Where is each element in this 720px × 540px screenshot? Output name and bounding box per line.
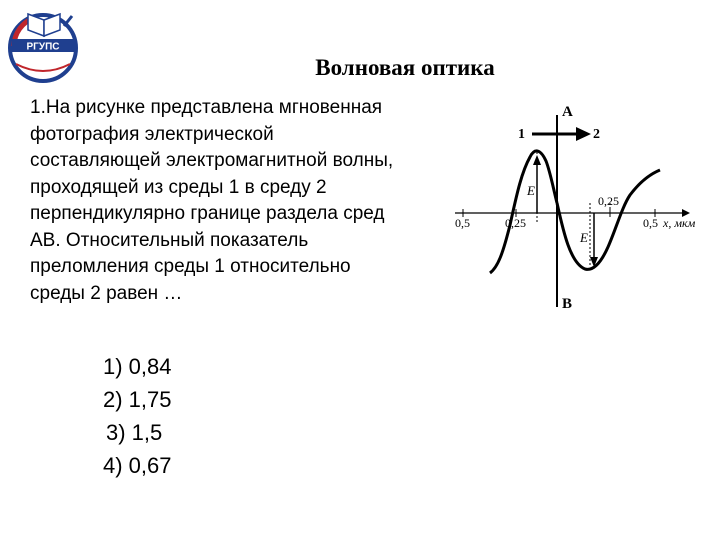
tick-label: 0,5 — [643, 216, 658, 230]
x-axis-label: x, мкм — [663, 216, 696, 230]
tick-label: 0,5 — [455, 216, 470, 230]
e-vector-1-arrow-icon — [533, 155, 541, 165]
wave-figure — [450, 95, 720, 325]
problem-line: проходящей из среды 1 в среду 2 — [30, 176, 327, 198]
label-medium-1: 1 — [518, 127, 525, 142]
label-medium-2: 2 — [593, 127, 600, 142]
label-a: A — [562, 104, 573, 120]
logo-text: РГУПС — [26, 41, 60, 53]
problem-line: перпендикулярно границе раздела сред — [30, 203, 385, 224]
answer-option-2[interactable]: 2) 1,75 — [103, 387, 172, 412]
answer-option-4[interactable]: 4) 0,67 — [103, 453, 172, 478]
problem-line: 1.На рисунке представлена мгновенная — [30, 97, 383, 118]
problem-line: АВ. Относительный показатель — [30, 229, 309, 251]
answer-options — [103, 350, 172, 482]
answer-option-3[interactable]: 3) 1,5 — [106, 420, 163, 445]
e-vector-2-label: E — [580, 230, 588, 245]
e-vector-1-label: E — [527, 183, 535, 198]
slide-title: Волновая оптика — [315, 55, 495, 80]
tick-label: 0,25 — [505, 216, 526, 230]
tick-label: 0,25 — [598, 194, 619, 208]
problem-line: преломления среды 1 относительно — [30, 256, 351, 277]
problem-line: составляющей электромагнитной волны, — [30, 150, 394, 171]
wave-medium-1 — [490, 151, 557, 273]
propagation-arrow-icon — [576, 127, 591, 141]
problem-line: фотография электрической — [30, 123, 274, 145]
problem-line: среды 2 равен … — [30, 282, 183, 304]
answer-option-1[interactable]: 1) 0,84 — [103, 354, 172, 379]
problem-text — [30, 95, 460, 307]
label-b: B — [562, 296, 573, 312]
